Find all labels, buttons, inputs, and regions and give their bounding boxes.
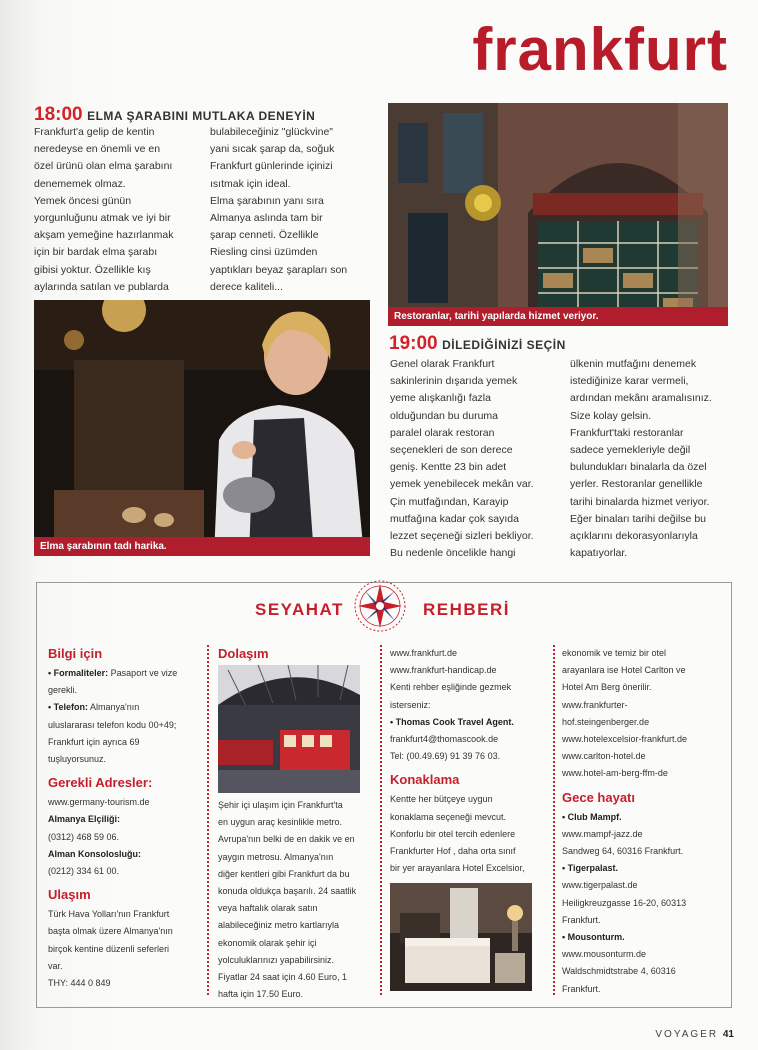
consulate-label: Alman Konsolosluğu:	[48, 848, 141, 859]
text-line: ardından mekânı aramalısınız.	[570, 392, 712, 405]
link[interactable]: www.hotelexcelsior-frankfurt.de	[562, 734, 688, 745]
consulate-phone: (0212) 334 61 00.	[48, 866, 120, 877]
magazine-name: VOYAGER	[655, 1029, 719, 1040]
text-line: yerler. Restoranlar genellikle	[570, 478, 703, 491]
guide-title-right: REHBERİ	[423, 600, 511, 619]
text-line: Waldschmidtstrabe 4, 60316	[562, 966, 676, 977]
text-line: sadece yemekleriyle değil	[570, 444, 691, 457]
section2-col2	[570, 356, 738, 562]
text-line: Şehir içi ulaşım için Frankfurt'ta	[218, 800, 343, 810]
text-line: Frankfurter Hof , daha orta sınıf	[390, 846, 516, 857]
text-line: kapatıyorlar.	[570, 547, 628, 560]
section1-time: 18:00	[34, 104, 83, 125]
text-line: birçok kentine düzenli seferleri	[48, 943, 170, 954]
column-divider	[380, 645, 382, 995]
club-name: • Tigerpalast.	[562, 863, 619, 874]
section2-heading	[389, 333, 566, 355]
text-line: ülkenin mutfağını denemek	[570, 358, 697, 370]
link[interactable]: www.tigerpalast.de	[562, 880, 638, 891]
link[interactable]: www.mousonturm.de	[562, 949, 647, 960]
compass-icon	[352, 578, 408, 634]
text-line: yemek yenebilecek mekân var.	[390, 478, 534, 491]
agent-tel: Tel: (00.49.69) 91 39 76 03.	[390, 751, 501, 762]
text-line: konuda oldukça başarılı. 24 saatlik	[218, 886, 357, 897]
embassy-phone: (0312) 468 59 06.	[48, 831, 120, 842]
text-line: Yemek öncesi günün	[34, 194, 132, 207]
nightlife-heading: Gece hayatı	[562, 789, 635, 805]
addresses-heading: Gerekli Adresler:	[48, 775, 153, 791]
page-number: 41	[722, 1029, 734, 1040]
text-line: tarihi binalarda hizmet veriyor.	[570, 495, 710, 508]
text-line: Fiyatlar 24 saat için 4.60 Euro, 1	[218, 972, 348, 983]
text-line: Genel olarak Frankfurt	[390, 358, 495, 370]
phone-line	[48, 699, 203, 716]
text-line: Frankfurt günlerinde içinizi	[210, 160, 333, 173]
guide-col-transit	[218, 645, 376, 1003]
text-line: tuşluyorsunuz.	[48, 754, 107, 765]
cider-photo	[34, 300, 370, 556]
text-line: akşam yemeğine hazırlanmak	[34, 229, 174, 242]
section1-heading	[34, 104, 315, 126]
text-line: geniş. Kentte 23 bin adet	[390, 461, 507, 474]
formalities-text: Pasaport ve vize	[108, 668, 178, 678]
cider-caption: Elma şarabının tadı harika.	[34, 537, 370, 556]
section1-title: ELMA ŞARABINI MUTLAKA DENEYİN	[87, 109, 316, 123]
text-line: Frankfurt'taki restoranlar	[570, 426, 684, 439]
column-divider	[553, 645, 555, 995]
text-line: konaklama seçeneği mevcut.	[390, 811, 507, 822]
text-line: Elma şarabının yanı sıra	[210, 194, 324, 207]
text-line: paralel olarak restoran	[390, 426, 495, 439]
text-line: için bir bardak elma şarabı	[34, 246, 158, 259]
embassy-label: Almanya Elçiliği:	[48, 814, 121, 825]
text-line: isterseniz:	[390, 699, 431, 710]
guide-col-hotels	[562, 645, 730, 998]
text-line: yani sıcak şarap da, soğuk	[210, 143, 335, 156]
text-line: şarap cenneti. Özellikle	[210, 229, 319, 242]
text-line: veya haftalık olarak satın	[218, 903, 318, 914]
text-line: Size kolay gelsin.	[570, 409, 652, 422]
text-line: aylarında satılan ve publarda	[34, 280, 169, 293]
text-line: yaygın metrosu. Almanya'nın	[218, 851, 334, 862]
transport-heading: Ulaşım	[48, 887, 91, 903]
text-line: ekonomik ve temiz bir otel	[562, 648, 667, 658]
text-line: yeme alışkanlığı fazla	[390, 392, 491, 405]
text-line: yaptıkları beyaz şarapları son	[210, 263, 348, 276]
text-line: diğer kentleri gibi Frankfurt da bu	[218, 868, 350, 879]
text-line: gerekli.	[48, 685, 78, 696]
phone-label: • Telefon:	[48, 702, 88, 713]
guide-col-tours	[390, 645, 550, 991]
section2-time: 19:00	[389, 333, 438, 354]
text-line: Türk Hava Yolları'nın Frankfurt	[48, 909, 170, 920]
text-line: başta olmak üzere Almanya'nın	[48, 926, 173, 937]
column-divider	[207, 645, 209, 995]
text-line: Frankfurt.	[562, 914, 601, 925]
text-line: Konforlu bir otel tercih edenlere	[390, 828, 516, 839]
page-title: frankfurt	[472, 16, 728, 83]
text-line: Kentte her bütçeye uygun	[390, 794, 493, 805]
text-line: Sandweg 64, 60316 Frankfurt.	[562, 846, 684, 857]
text-line: istediğinize karar vermeli,	[570, 375, 689, 388]
page-footer	[655, 1029, 734, 1040]
text-line: Bu nedenle öncelikle hangi	[390, 547, 516, 560]
formalities-label: • Formaliteler:	[48, 668, 109, 678]
text-line: Riesling cinsi üzümden	[210, 246, 318, 259]
section2-title: DİLEDİĞİNİZİ SEÇİN	[442, 338, 566, 352]
text-line: neredeyse en önemli ve en	[34, 143, 161, 156]
text-line: hafta için 17.50 Euro.	[218, 989, 304, 1000]
guide-title-left: SEYAHAT	[255, 600, 344, 619]
text-line: Hotel Am Berg önerilir.	[562, 682, 652, 693]
hotel-photo	[390, 883, 532, 991]
info-heading: Bilgi için	[48, 646, 103, 661]
link[interactable]: www.frankfurter-	[562, 699, 628, 710]
section1-col2	[210, 124, 380, 296]
text-line: mutfağına kadar çok sayıda	[390, 512, 519, 525]
text-line: Frankfurt için ayrıca 69	[48, 736, 140, 747]
text-line: en uygun araç kesinlikle metro.	[218, 817, 343, 828]
text-line: Kenti rehber eşliğinde gezmek	[390, 682, 512, 693]
text-line: olduğundan bu duruma	[390, 409, 499, 422]
text-line: bir yer arayanlara Hotel Excelsior,	[390, 863, 525, 874]
text-line: uluslararası telefon kodu 00+49;	[48, 719, 177, 730]
text-line: seçenekleri de son derece	[390, 444, 513, 457]
text-line: ısıtmak için ideal.	[210, 177, 291, 190]
accommodation-heading: Konaklama	[390, 772, 460, 788]
text-line: var.	[48, 960, 63, 971]
formalities-line	[48, 665, 203, 682]
section2-col1	[390, 356, 570, 562]
link[interactable]: hof.steingenberger.de	[562, 716, 650, 727]
text-line: Frankfurt.	[562, 983, 601, 994]
text-line: alabileceğiniz metro kartlarıyla	[218, 920, 340, 931]
club-name: • Club Mampf.	[562, 811, 622, 822]
text-line: sakinlerinin dışarıda yemek	[390, 375, 518, 388]
link[interactable]: www.hotel-am-berg-ffm-de	[562, 768, 668, 779]
text-line: lezzet seçeneği sizleri bekliyor.	[390, 530, 534, 543]
link[interactable]: www.frankfurt-handicap.de	[390, 665, 497, 676]
link[interactable]: www.carlton-hotel.de	[562, 751, 646, 762]
text-line: Heiligkreuzgasse 16-20, 60313	[562, 897, 687, 908]
guide-col-info	[48, 645, 203, 992]
text-line: derece kaliteli...	[210, 280, 283, 293]
text-line: Avrupa'nın belki de en dakik ve en	[218, 834, 355, 845]
text-line: bulabileceğiniz "glückvine"	[210, 126, 334, 138]
text-line: denememek olmaz.	[34, 177, 126, 190]
restaurant-photo	[388, 103, 728, 326]
agent-email[interactable]: frankfurt4@thomascook.de	[390, 734, 499, 745]
text-line: Frankfurt'a gelip de kentin	[34, 126, 155, 138]
text-line: Çin mutfağından, Karayip	[390, 495, 509, 508]
text-line: arayanlara ise Hotel Carlton ve	[562, 665, 686, 676]
phone-text: Almanya'nın	[87, 702, 140, 713]
section1-col1	[34, 124, 204, 296]
text-line: Almanya aslında tam bir	[210, 212, 323, 225]
text-line: yolculuklarınızı yapabilirsiniz.	[218, 954, 335, 965]
restaurant-caption: Restoranlar, tarihi yapılarda hizmet veriyor.	[388, 307, 728, 326]
link[interactable]: www.germany-tourism.de	[48, 797, 150, 808]
text-line: Eğer binaları tarihi değilse bu	[570, 512, 706, 525]
metro-photo	[218, 665, 360, 793]
text-line: özel ürünü olan elma şarabını	[34, 160, 173, 173]
text-line: gibisi yoktur. Özellikle kış	[34, 263, 151, 276]
link[interactable]: www.mampf-jazz.de	[562, 828, 643, 839]
text-line: yorgunluğunu atmak ve iyi bir	[34, 212, 171, 225]
text-line: bulundukları binalarla da özel	[570, 461, 707, 474]
text-line: açıklarını dekorasyonlarıyla	[570, 530, 698, 543]
thy-phone: THY: 444 0 849	[48, 978, 111, 989]
link[interactable]: www.frankfurt.de	[390, 648, 458, 658]
club-name: • Mousonturm.	[562, 932, 625, 943]
transit-heading: Dolaşım	[218, 646, 269, 661]
agent-name: • Thomas Cook Travel Agent.	[390, 716, 514, 727]
text-line: ekonomik olarak şehir içi	[218, 937, 317, 948]
